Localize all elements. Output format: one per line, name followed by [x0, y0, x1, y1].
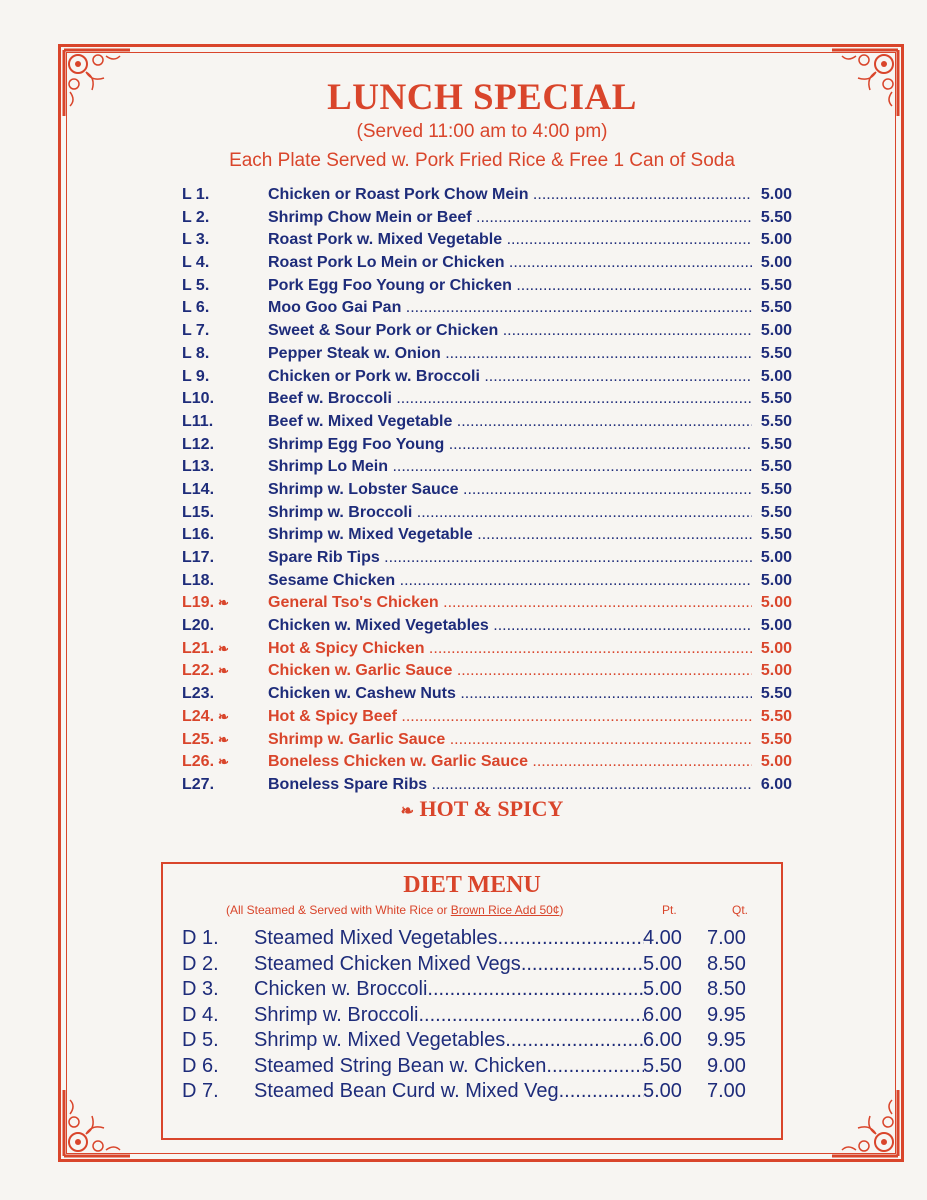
menu-item-row	[176, 456, 796, 479]
item-price: 5.00	[760, 549, 792, 566]
item-price: 5.00	[760, 594, 792, 612]
item-name: Shrimp w. Garlic Sauce .....	[268, 729, 752, 752]
menu-item-row	[176, 184, 796, 207]
item-code: L 2.	[182, 208, 210, 226]
column-header-pint: Pt.	[662, 903, 677, 917]
item-code: L 6.	[182, 299, 210, 317]
menu-item-row	[176, 207, 796, 230]
item-name: Steamed String Bean w. Chicken .....	[254, 1054, 644, 1080]
item-price-quart: 8.50	[707, 978, 746, 1000]
item-price: 5.00	[760, 367, 792, 385]
item-name: General Tso's Chicken .....	[268, 592, 752, 615]
item-name: Steamed Bean Curd w. Mixed Veg .....	[254, 1079, 644, 1105]
diet-menu-list	[182, 926, 772, 1105]
menu-item-row	[176, 524, 796, 547]
item-name: Chicken or Roast Pork Chow Mein .....	[268, 184, 752, 207]
spicy-legend	[0, 796, 927, 822]
item-price-quart: 9.95	[707, 1029, 746, 1051]
item-price: 5.50	[760, 503, 792, 521]
item-name: Shrimp w. Broccoli .....	[254, 1003, 644, 1029]
item-code: D 7.	[182, 1080, 219, 1102]
item-price: 5.50	[760, 412, 792, 430]
column-header-quart: Qt.	[732, 903, 749, 917]
item-code: L 8.	[182, 344, 210, 362]
item-code: L17.	[182, 549, 215, 566]
menu-item-row	[176, 592, 796, 615]
item-price: 5.50	[760, 276, 792, 294]
item-code: L14.	[182, 480, 215, 498]
item-price: 5.50	[760, 299, 792, 317]
item-name: Beef w. Broccoli .....	[268, 388, 752, 411]
item-name: Shrimp Egg Foo Young .....	[268, 434, 752, 457]
diet-item-row	[182, 1054, 772, 1080]
serving-hours: (Served 11:00 am to 4:00 pm)	[356, 121, 608, 142]
menu-item-row	[176, 388, 796, 411]
spicy-legend-label: HOT & SPICY	[419, 796, 564, 821]
item-code: L13.	[182, 458, 215, 476]
item-code: L 3.	[182, 231, 210, 249]
item-code: L 9.	[182, 367, 210, 385]
item-price-pint: 5.00	[643, 1080, 682, 1102]
item-name: Chicken w. Cashew Nuts .....	[268, 683, 752, 706]
item-name: Shrimp Lo Mein .....	[268, 456, 752, 479]
item-price: 5.50	[760, 344, 792, 362]
diet-item-row	[182, 1079, 772, 1105]
item-code: D 6.	[182, 1054, 219, 1077]
pepper-icon: ❧	[218, 663, 229, 679]
menu-item-row	[176, 229, 796, 252]
item-name: Shrimp w. Mixed Vegetable .....	[268, 524, 752, 547]
pepper-icon: ❧	[400, 803, 415, 820]
menu-item-row	[176, 683, 796, 706]
item-price-pint: 4.00	[643, 927, 682, 949]
item-code: L10.	[182, 390, 215, 408]
diet-menu-note	[226, 903, 563, 917]
item-code: L24.	[182, 707, 215, 725]
item-price-quart: 9.95	[707, 1003, 746, 1026]
item-price-pint: 5.00	[643, 978, 682, 1000]
item-name: Shrimp Chow Mein or Beef .....	[268, 207, 752, 230]
floral-corner-icon	[830, 1088, 900, 1158]
menu-item-row	[176, 660, 796, 683]
item-price: 5.50	[760, 685, 792, 703]
menu-item-row	[176, 434, 796, 457]
item-code: D 3.	[182, 978, 219, 1000]
menu-item-row	[176, 615, 796, 638]
item-name: Boneless Spare Ribs .....	[268, 774, 752, 797]
item-price: 5.50	[760, 458, 792, 476]
item-code: D 1.	[182, 927, 219, 949]
item-price-pint: 5.00	[643, 952, 682, 975]
item-code: L 7.	[182, 322, 210, 340]
item-name: Steamed Chicken Mixed Vegs .....	[254, 952, 644, 978]
pepper-icon: ❧	[218, 754, 229, 770]
menu-item-row	[176, 502, 796, 525]
item-price: 5.50	[760, 526, 792, 544]
menu-item-row	[176, 706, 796, 729]
menu-item-row	[176, 343, 796, 366]
item-name: Steamed Mixed Vegetables .....	[254, 926, 644, 952]
menu-item-row	[176, 570, 796, 593]
item-code: L22.	[182, 662, 215, 680]
plate-note: Each Plate Served w. Pork Fried Rice & Free 1 Can of Soda	[229, 150, 735, 171]
item-price: 5.00	[760, 639, 792, 657]
menu-item-row	[176, 729, 796, 752]
menu-item-row	[176, 366, 796, 389]
item-name: Chicken w. Garlic Sauce .....	[268, 660, 752, 683]
menu-item-row	[176, 547, 796, 570]
item-code: L27.	[182, 775, 215, 793]
item-code: L15.	[182, 503, 215, 521]
item-price: 5.00	[760, 254, 792, 272]
item-name: Chicken or Pork w. Broccoli .....	[268, 366, 752, 389]
item-price: 5.50	[760, 435, 792, 453]
item-name: Sesame Chicken .....	[268, 570, 752, 593]
item-price: 5.50	[760, 208, 792, 226]
item-price: 5.00	[760, 662, 792, 680]
diet-item-row	[182, 1003, 772, 1029]
pepper-icon: ❧	[218, 731, 229, 747]
menu-item-row	[176, 320, 796, 343]
item-name: Chicken w. Mixed Vegetables .....	[268, 615, 752, 638]
pepper-icon: ❧	[218, 640, 229, 656]
item-price-pint: 6.00	[643, 1029, 682, 1051]
item-code: L 4.	[182, 254, 210, 272]
diet-item-row	[182, 926, 772, 952]
item-name: Roast Pork w. Mixed Vegetable .....	[268, 229, 752, 252]
item-name: Hot & Spicy Chicken .....	[268, 638, 752, 661]
item-code: L26.	[182, 753, 215, 771]
item-name: Beef w. Mixed Vegetable .....	[268, 411, 752, 434]
item-name: Pork Egg Foo Young or Chicken .....	[268, 275, 752, 298]
diet-note-prefix: (All Steamed & Served with White Rice or	[226, 903, 451, 917]
diet-note-brown-rice: Brown Rice Add 50¢	[450, 903, 560, 917]
item-code: L25.	[182, 730, 215, 748]
item-name: Moo Goo Gai Pan .....	[268, 297, 752, 320]
item-code: L23.	[182, 685, 215, 703]
item-code: L19.	[182, 594, 215, 612]
pepper-icon: ❧	[218, 708, 229, 724]
item-code: D 5.	[182, 1029, 219, 1051]
item-name: Shrimp w. Lobster Sauce .....	[268, 479, 752, 502]
item-code: L16.	[182, 526, 215, 544]
diet-note-suffix: )	[559, 903, 564, 917]
item-name: Shrimp w. Mixed Vegetables .....	[254, 1028, 644, 1054]
item-code: L 5.	[182, 276, 210, 294]
item-price: 5.50	[760, 480, 792, 498]
item-code: L18.	[182, 571, 215, 589]
item-code: L20.	[182, 617, 215, 635]
menu-item-row	[176, 411, 796, 434]
item-price: 5.00	[760, 231, 792, 249]
item-code: D 4.	[182, 1003, 219, 1026]
item-price-quart: 8.50	[707, 952, 746, 975]
item-price-quart: 7.00	[707, 1080, 746, 1102]
page-title: LUNCH SPECIAL	[327, 77, 637, 118]
item-code: L21.	[182, 639, 215, 657]
diet-item-row	[182, 1028, 772, 1054]
menu-item-row	[176, 479, 796, 502]
menu-item-row	[176, 252, 796, 275]
item-name: Chicken w. Broccoli .....	[254, 977, 644, 1003]
menu-item-row	[176, 275, 796, 298]
item-price: 6.00	[760, 775, 792, 793]
menu-item-row	[176, 774, 796, 797]
diet-item-row	[182, 952, 772, 978]
item-price: 5.50	[760, 390, 792, 408]
item-name: Spare Rib Tips .....	[268, 547, 752, 570]
item-code: L11.	[182, 412, 214, 430]
item-code: D 2.	[182, 952, 219, 975]
pepper-icon: ❧	[218, 595, 229, 611]
item-code: L12.	[182, 435, 215, 453]
item-price: 5.00	[760, 571, 792, 589]
item-name: Pepper Steak w. Onion .....	[268, 343, 752, 366]
item-name: Sweet & Sour Pork or Chicken .....	[268, 320, 752, 343]
item-price: 5.00	[760, 753, 792, 771]
item-price: 5.50	[760, 707, 792, 725]
item-price: 5.00	[760, 617, 792, 635]
lunch-special-list	[176, 184, 796, 797]
item-name: Roast Pork Lo Mein or Chicken .....	[268, 252, 752, 275]
diet-item-row	[182, 977, 772, 1003]
item-price-pint: 5.50	[643, 1054, 682, 1077]
item-name: Shrimp w. Broccoli .....	[268, 502, 752, 525]
item-price-pint: 6.00	[643, 1003, 682, 1026]
menu-item-row	[176, 638, 796, 661]
item-price-quart: 9.00	[707, 1054, 746, 1077]
menu-item-row	[176, 297, 796, 320]
item-price-quart: 7.00	[707, 927, 746, 949]
item-name: Boneless Chicken w. Garlic Sauce .....	[268, 751, 752, 774]
floral-corner-icon	[62, 1088, 132, 1158]
diet-menu-title: DIET MENU	[403, 872, 541, 898]
menu-item-row	[176, 751, 796, 774]
item-price: 5.00	[760, 322, 792, 340]
item-price: 5.00	[760, 186, 792, 203]
item-price: 5.50	[760, 730, 792, 748]
item-code: L 1.	[182, 186, 210, 203]
item-name: Hot & Spicy Beef .....	[268, 706, 752, 729]
